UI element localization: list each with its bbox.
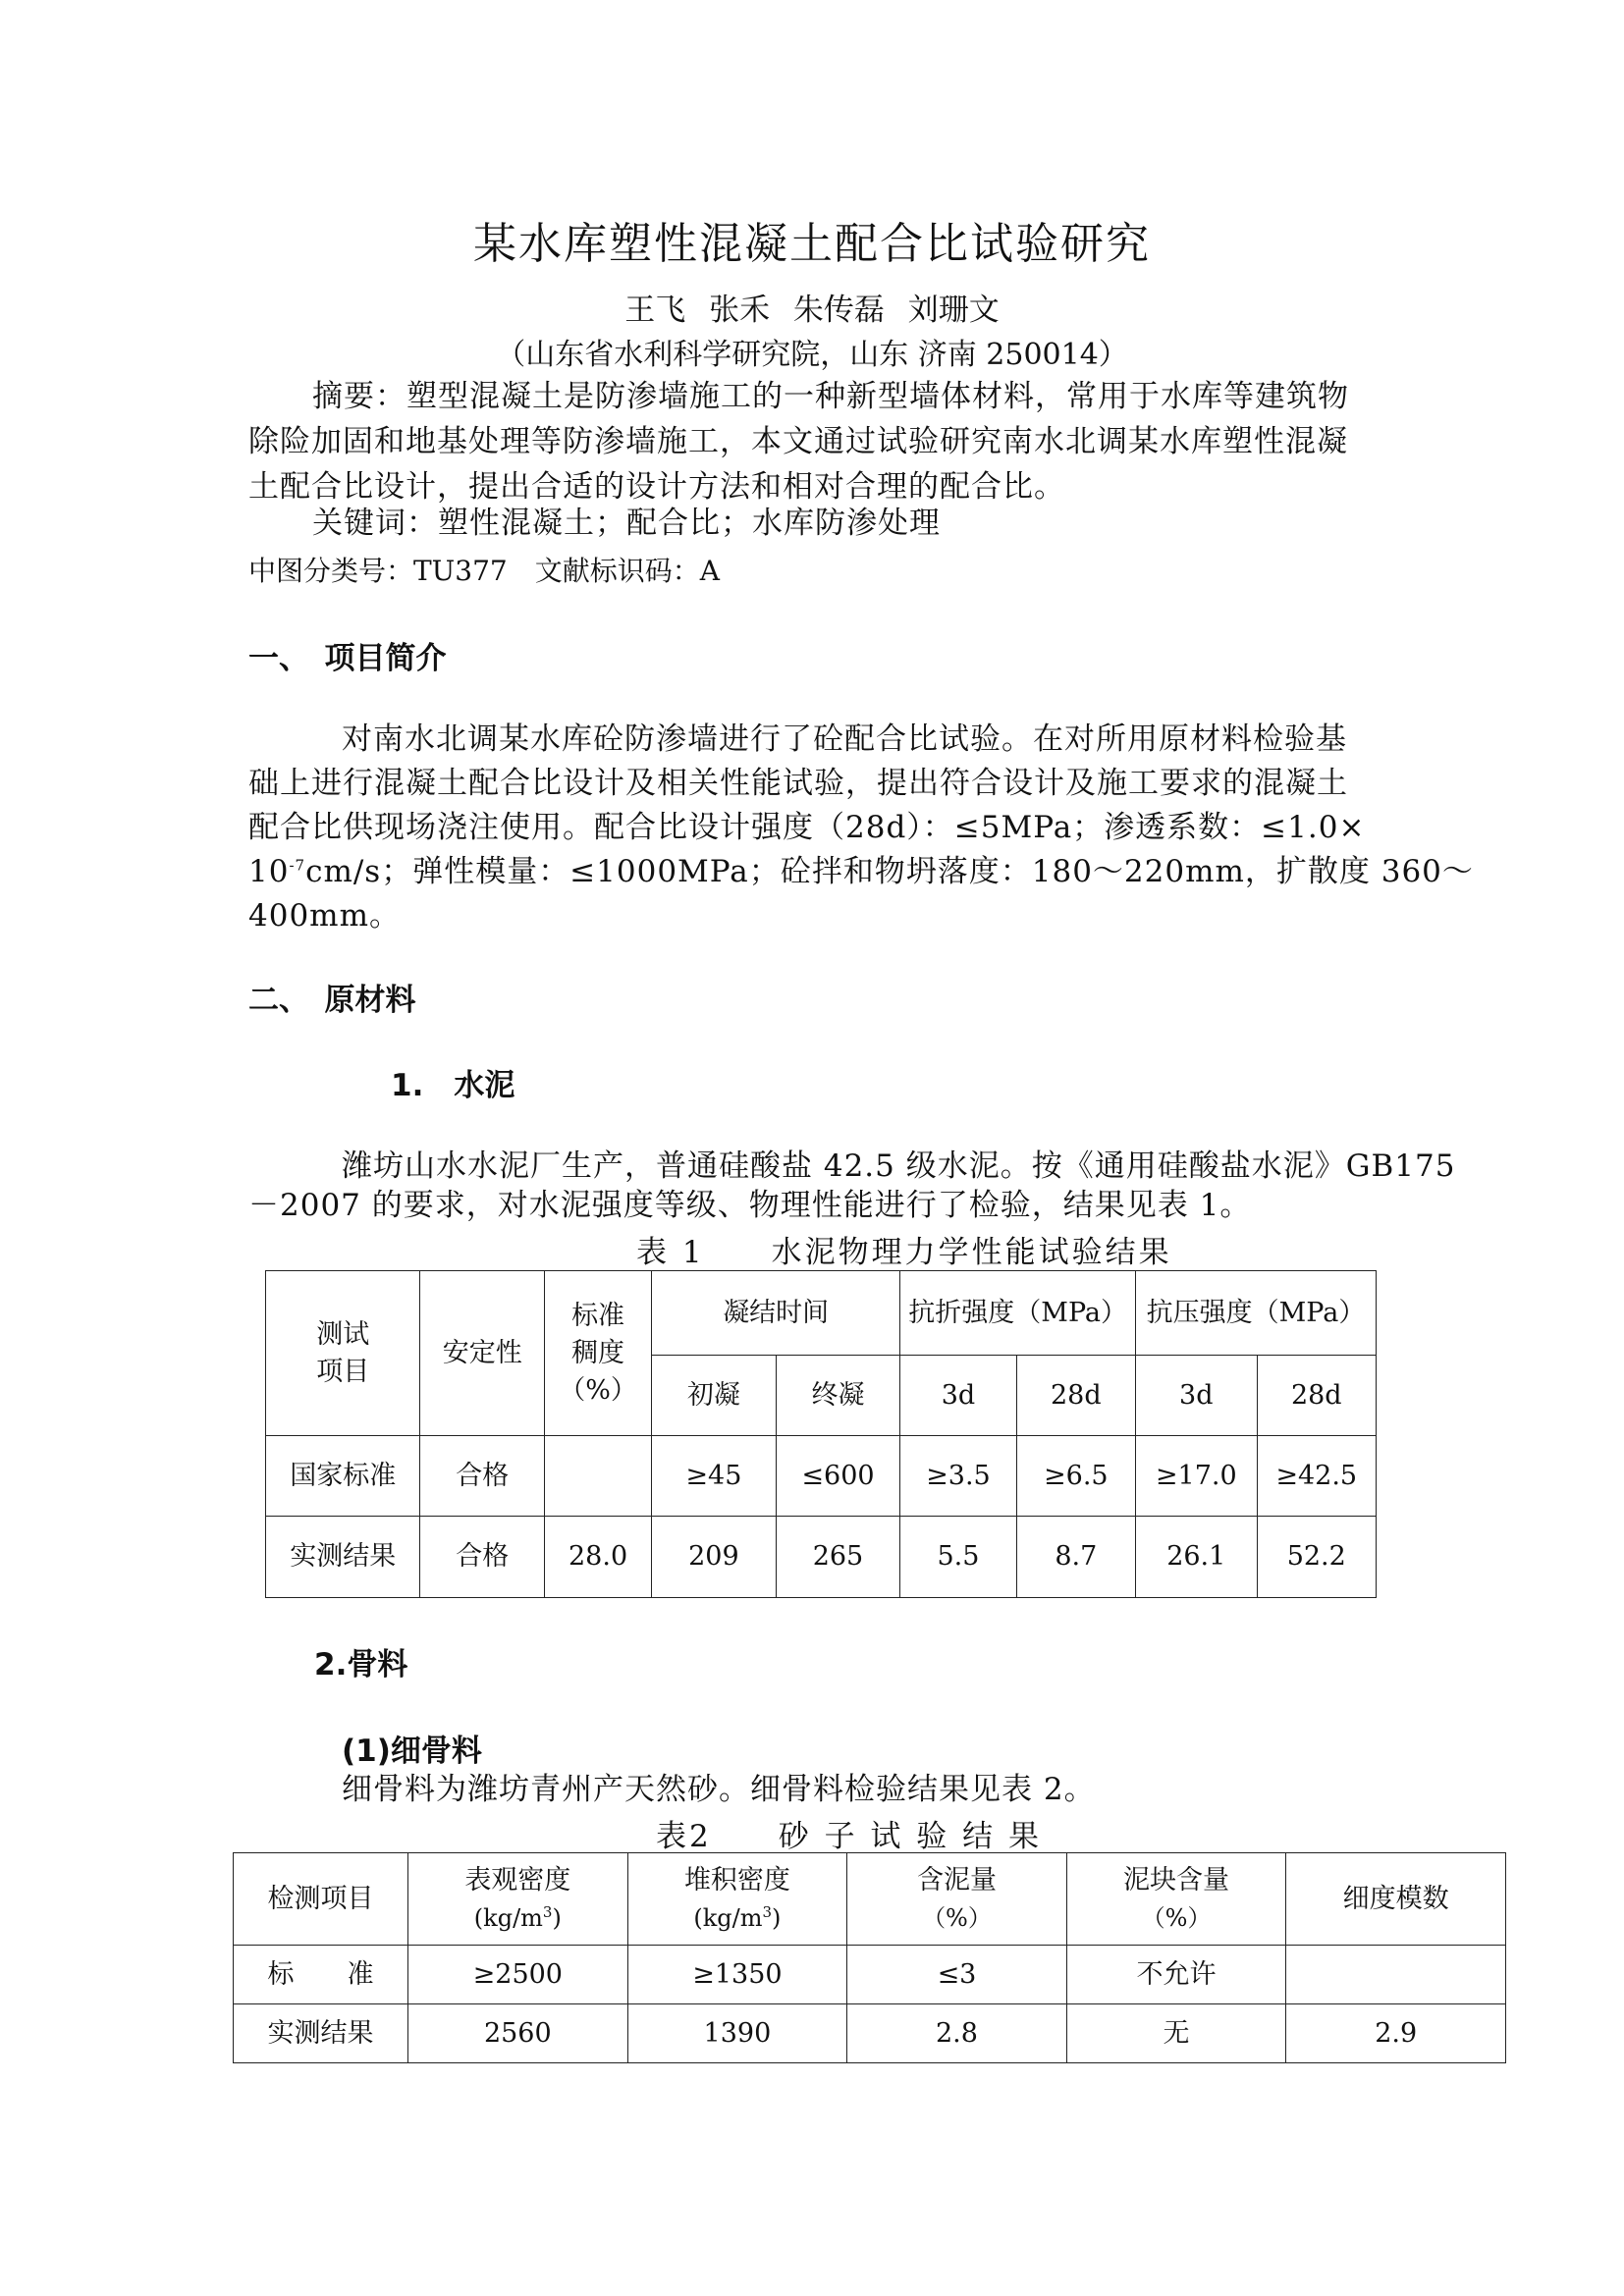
table-cell: 实测结果 xyxy=(266,1517,420,1598)
table-1-header-row-1 xyxy=(266,1271,1377,1356)
header-bulk-density: 堆积密度 xyxy=(683,1864,790,1896)
header-setting-time: 凝结时间 xyxy=(652,1271,900,1356)
table-cell xyxy=(545,1436,652,1517)
paper-title: 某水库塑性混凝土配合比试验研究 xyxy=(473,219,1151,269)
table-cell: ≥17.0 xyxy=(1136,1436,1257,1517)
table-cell: 无 xyxy=(1066,2004,1286,2063)
abstract-line-2: 除险加固和地基处理等防渗墙施工，本文通过试验研究南水北调某水库塑性混凝 xyxy=(248,424,1348,459)
abstract-line-3: 土配合比设计，提出合适的设计方法和相对合理的配合比。 xyxy=(248,469,1065,505)
unit xyxy=(474,1899,562,1937)
table-1-caption: 表 1 水泥物理力学性能试验结果 xyxy=(636,1235,1172,1270)
subsection-aggregate-heading: 2.骨料 xyxy=(314,1647,408,1682)
header-apparent-density: 表观密度 xyxy=(464,1864,571,1896)
unit-close: ) xyxy=(552,1903,562,1932)
header-cell xyxy=(266,1271,420,1436)
exponent: -7 xyxy=(289,856,306,875)
table-2 xyxy=(233,1852,1506,2063)
section-1-line-4 xyxy=(248,849,1474,894)
header-cell xyxy=(627,1853,847,1946)
table-row xyxy=(266,1517,1377,1598)
header-silt: 含泥量 xyxy=(916,1864,997,1896)
header-3d-compressive: 3d xyxy=(1136,1356,1257,1436)
classification: 中图分类号：TU377 文献标识码：A xyxy=(248,555,720,587)
table-cell: 2.9 xyxy=(1286,2004,1506,2063)
table-cell: ≥45 xyxy=(652,1436,777,1517)
section-1-line-5: 400mm。 xyxy=(248,898,401,934)
header-silt-unit: （%） xyxy=(922,1903,992,1932)
table-cell: ≥6.5 xyxy=(1016,1436,1135,1517)
header-28d-compressive: 28d xyxy=(1257,1356,1376,1436)
header-clay: 泥块含量 xyxy=(1123,1864,1230,1896)
header-item: 检测项目 xyxy=(234,1853,408,1946)
table-cell: 标 准 xyxy=(234,1946,408,2004)
keywords: 关键词：塑性混凝土；配合比；水库防渗处理 xyxy=(312,506,941,541)
table-cell: ≥42.5 xyxy=(1257,1436,1376,1517)
exponent-base: 10 xyxy=(248,854,290,889)
section-1-line-1: 对南水北调某水库砼防渗墙进行了砼配合比试验。在对所用原材料检验基 xyxy=(342,721,1347,757)
unit-close: ) xyxy=(772,1903,782,1932)
header-consistency-b: 稠度 xyxy=(571,1337,625,1368)
header-compressive: 抗压强度（MPa） xyxy=(1136,1271,1377,1356)
abstract-line-1: 摘要：塑型混凝土是防渗墙施工的一种新型墙体材料，常用于水库等建筑物 xyxy=(312,379,1349,414)
table-cell: ≤600 xyxy=(776,1436,900,1517)
table-cell: 5.5 xyxy=(900,1517,1016,1598)
cement-line-2: －2007 的要求，对水泥强度等级、物理性能进行了检验，结果见表 1。 xyxy=(248,1188,1252,1223)
table-cell: 合格 xyxy=(420,1436,545,1517)
table-2-header-row xyxy=(234,1853,1506,1946)
header-item-b: 项目 xyxy=(316,1356,370,1387)
table-cell: 2560 xyxy=(408,2004,628,2063)
table-row xyxy=(234,2004,1506,2063)
table-1 xyxy=(265,1270,1377,1598)
unit-exponent: 3 xyxy=(542,1902,553,1921)
table-cell: 国家标准 xyxy=(266,1436,420,1517)
header-fineness: 细度模数 xyxy=(1286,1853,1506,1946)
header-cell xyxy=(847,1853,1067,1946)
header-cell xyxy=(408,1853,628,1946)
section-1-line-2: 础上进行混凝土配合比设计及相关性能试验，提出符合设计及施工要求的混凝土 xyxy=(248,766,1348,801)
header-initial: 初凝 xyxy=(652,1356,777,1436)
table-cell: 实测结果 xyxy=(234,2004,408,2063)
table-cell: 1390 xyxy=(627,2004,847,2063)
header-cell xyxy=(545,1271,652,1436)
header-clay-unit: （%） xyxy=(1141,1903,1212,1932)
table-cell: 不允许 xyxy=(1066,1946,1286,2004)
table-cell: 8.7 xyxy=(1016,1517,1135,1598)
table-cell: ≥2500 xyxy=(408,1946,628,2004)
table-row xyxy=(266,1436,1377,1517)
header-3d-flexural: 3d xyxy=(900,1356,1016,1436)
fine-aggregate-line: 细骨料为潍坊青州产天然砂。细骨料检验结果见表 2。 xyxy=(342,1772,1096,1807)
header-flexural: 抗折强度（MPa） xyxy=(900,1271,1136,1356)
table-cell xyxy=(1286,1946,1506,2004)
affiliation: （山东省水利科学研究院，山东 济南 250014） xyxy=(496,338,1128,372)
unit-exponent: 3 xyxy=(762,1902,773,1921)
section-2-heading: 二、 原材料 xyxy=(248,983,416,1018)
table-cell: 26.1 xyxy=(1136,1517,1257,1598)
header-consistency-c: （%） xyxy=(559,1374,637,1406)
header-cell xyxy=(1066,1853,1286,1946)
table-cell: 265 xyxy=(776,1517,900,1598)
table-cell: 209 xyxy=(652,1517,777,1598)
unit-base: (kg/m xyxy=(693,1903,763,1932)
header-final: 终凝 xyxy=(776,1356,900,1436)
table-row xyxy=(234,1946,1506,2004)
table-cell: 2.8 xyxy=(847,2004,1067,2063)
section-1-line-3: 配合比供现场浇注使用。配合比设计强度（28d）：≤5MPa；渗透系数：≤1.0× xyxy=(248,810,1366,845)
subsection-fine-aggregate-heading: (1)细骨料 xyxy=(342,1734,482,1769)
table-cell: 合格 xyxy=(420,1517,545,1598)
table-cell: ≤3 xyxy=(847,1946,1067,2004)
unit xyxy=(693,1899,781,1937)
section-1-line-4-text: cm/s；弹性模量：≤1000MPa；砼拌和物坍落度：180～220mm，扩散度 360～ xyxy=(305,854,1474,889)
subsection-cement-heading: 1. 水泥 xyxy=(391,1068,515,1103)
table-cell: ≥1350 xyxy=(627,1946,847,2004)
unit-base: (kg/m xyxy=(473,1903,543,1932)
table-cell: ≥3.5 xyxy=(900,1436,1016,1517)
authors: 王飞 张禾 朱传磊 刘珊文 xyxy=(624,293,1000,328)
section-1-heading: 一、 项目简介 xyxy=(248,641,447,676)
table-cell: 28.0 xyxy=(545,1517,652,1598)
header-consistency-a: 标准 xyxy=(571,1300,625,1331)
header-item-a: 测试 xyxy=(316,1318,370,1350)
header-28d-flexural: 28d xyxy=(1016,1356,1135,1436)
cement-line-1: 潍坊山水水泥厂生产，普通硅酸盐 42.5 级水泥。按《通用硅酸盐水泥》GB175 xyxy=(342,1148,1456,1184)
header-stability: 安定性 xyxy=(420,1271,545,1436)
table-cell: 52.2 xyxy=(1257,1517,1376,1598)
table-2-caption: 表2 砂 子 试 验 结 果 xyxy=(656,1819,1042,1854)
